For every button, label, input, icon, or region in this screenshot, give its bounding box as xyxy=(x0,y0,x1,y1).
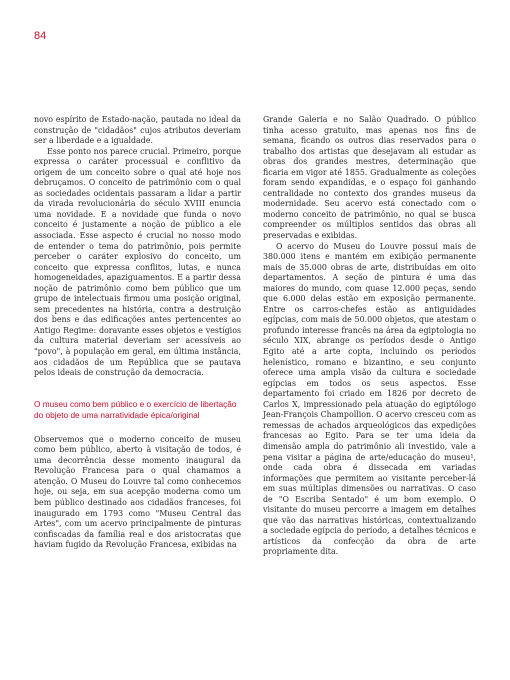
page-number: 84 xyxy=(34,30,47,42)
paragraph: Grande Galeria e no Salão Quadrado. O público tinha acesso gratuito, mas apenas nos fins de semana, ficando os outros dias reservados para o trabalho dos artistas que desejavam ali estudar as obras dos grandes mestres, determinação que ficaria em vigor até 1855. Gradualmente as coleções foram sendo expandidas, e o espaço foi ganhando centralidade no contexto dos grandes museus da modernidade. Seu acervo está conectado com o moderno conceito de patrimônio, no qual se busca compreender os múltiplos sentidos das obras ali preservadas e exibidas. xyxy=(263,115,476,241)
left-column xyxy=(34,115,241,551)
right-column xyxy=(263,115,476,558)
paragraph: novo espírito de Estado-nação, pautada no ideal da construção de "cidadãos" cujos atributos deveriam ser a liberdade e a igualdade. xyxy=(34,115,241,146)
section-heading: O museu como bem público e o exercício de libertação do objeto de uma narratividade épica/original xyxy=(34,398,237,420)
paragraph: O acervo do Museu do Louvre possui mais de 380.000 itens e mantém em exibição permanente mais de 35.000 obras de arte, distribuídas em oito departamentos. A seção de pintura é uma das maiores do mundo, com quase 12.000 peças, sendo que 6.000 delas estão em exposição permanente. Entre os carros-chefes estão as antiguidades egípcias, com mais de 50.000 objetos, que atestam o profundo interesse francês na área da egiptologia no século XIX, abrange os períodos desde o Antigo Egito até a arte copta, incluindo os períodos helenístico, romano e bizantino, e seu conjunto oferece uma ampla visão da cultura e sociedade egípcias em todos os seus aspectos. Esse departamento foi criado em 1826 por decreto de Carlos X, impressionado pela atuação do egiptólogo Jean-François Champollion. O acervo cresceu com as remessas de achados arqueológicos das expedições francesas ao Egito. Para se ter uma ideia da dimensão ampla do patrimônio ali investido, vale a pena visitar a página de arte/educação do museu¹, onde cada obra é dissecada em variadas informações que permitem ao visitante perceber-lá em suas múltiplas dimensões ou narrativas. O caso de "O Escriba Sentado" é um bom exemplo. O visitante do museu percorre a imagem em detalhes que vão das narrativas históricas, contextualizando a sociedade egípcia do período, a detalhes técnicos e artísticos da confecção da obra de arte propriamente dita. xyxy=(263,241,476,557)
paragraph: Esse ponto nos parece crucial. Primeiro, porque expressa o caráter processual e conflitivo da origem de um conceito sobre o qual até hoje nos debruçamos. O conceito de patrimônio com o qual as sociedades ocidentais passaram a lidar a partir da virada revolucionária do século XVIII enuncia uma novidade. E a novidade que funda o novo conceito é justamente a noção de público a ele associada. Esse aspecto é crucial no nosso modo de entender o tema do patrimônio, pois permite perceber o caráter explosivo do conceito, um conceito que expressa conflitos, lutas, e nunca homogeneidades, apaziguamentos. E a partir dessa noção de patrimônio como bem público que um grupo de intelectuais firmou uma posição original, sem precedentes na história, contra a destruição dos bens e das edificações antes pertencentes ao Antigo Regime: doravante esses objetos e vestígios da cultura material deveriam ser acessíveis ao "povo", à população em geral, em última instância, aos cidadãos de um República que se pautava pelos ideais de construção da democracia. xyxy=(34,146,241,378)
paragraph: Observemos que o moderno conceito de museu como bem público, aberto à visitação de todos, é uma decorrência desse momento inaugural da Revolução Francesa para o qual chamamos a atenção. O Museu do Louvre tal como conhecemos hoje, ou seja, em sua acepção moderna como um bem público destinado aos cidadãos franceses, foi inaugurado em 1793 como "Museu Central das Artes", com um acervo principalmente de pinturas confiscadas da família real e dos aristocratas que haviam fugido da Revolução Francesa, exibidas na xyxy=(34,434,241,550)
